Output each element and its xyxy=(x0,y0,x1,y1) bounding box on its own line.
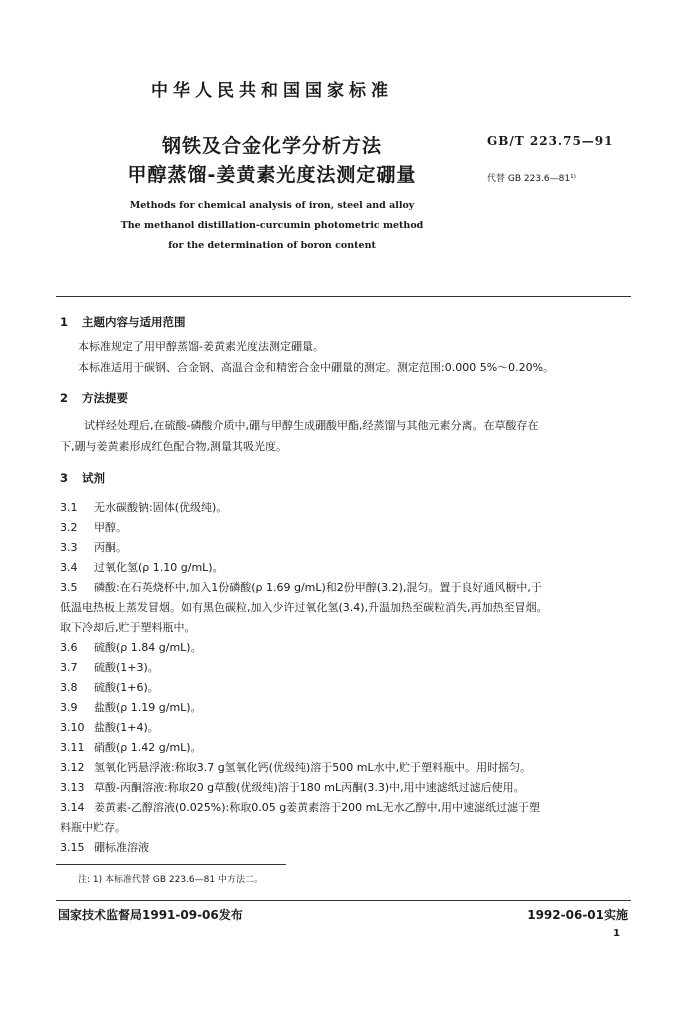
section-title: 试剂 xyxy=(82,471,105,485)
english-title-line-2: The methanol distillation-curcumin photometric method xyxy=(120,220,424,231)
reagent-item: 3.12 氢氧化钙悬浮液:称取3.7 g氢氧化钙(优级纯)溶于500 mL水中,贮于塑料瓶中。用时摇匀。 xyxy=(60,761,532,774)
section-title: 方法提要 xyxy=(82,391,128,405)
reagent-item: 3.1 无水碳酸钠:固体(优级纯)。 xyxy=(60,501,228,514)
reagent-item: 3.5 磷酸:在石英烧杯中,加入1份磷酸(ρ 1.69 g/mL)和2份甲醇(3.2),混匀。置于良好通风橱中,于 xyxy=(60,581,542,594)
section-heading xyxy=(60,314,186,330)
reagent-item: 3.7 硫酸(1+3)。 xyxy=(60,661,159,674)
section-number: 3 xyxy=(60,471,69,485)
reagent-item: 3.4 过氧化氢(ρ 1.10 g/mL)。 xyxy=(60,561,224,574)
effective-date: 1992-06-01实施 xyxy=(527,908,628,922)
page-number: 1 xyxy=(613,928,620,939)
reagent-item: 3.13 草酸-丙酮溶液:称取20 g草酸(优级纯)溶于180 mL丙酮(3.3)中,用中速滤纸过滤后使用。 xyxy=(60,781,525,794)
footnote: 注: 1) 本标准代替 GB 223.6—81 中方法二。 xyxy=(78,875,263,885)
reagent-item: 3.10 盐酸(1+4)。 xyxy=(60,721,159,734)
issue-date: 国家技术监督局1991-09-06发布 xyxy=(58,908,243,922)
national-standard-heading: 中华人民共和国国家标准 xyxy=(151,81,393,101)
section-title: 主题内容与适用范围 xyxy=(82,315,186,329)
reagent-item: 3.11 硝酸(ρ 1.42 g/mL)。 xyxy=(60,741,202,754)
reagent-item: 3.2 甲醇。 xyxy=(60,521,127,534)
reagent-item: 3.6 硫酸(ρ 1.84 g/mL)。 xyxy=(60,641,202,654)
reagent-item-continuation: 取下冷却后,贮于塑料瓶中。 xyxy=(60,621,196,634)
reagent-item-continuation: 低温电热板上蒸发冒烟。如有黑色碳粒,加入少许过氧化氢(3.4),升温加热至碳粒消失,再加热至冒烟。 xyxy=(60,601,548,614)
footer-divider xyxy=(56,900,631,901)
reagent-item: 3.15 硼标准溶液 xyxy=(60,841,149,854)
paragraph: 本标准规定了用甲醇蒸馏-姜黄素光度法测定硼量。 xyxy=(78,340,324,353)
standard-number: GB/T 223.75—91 xyxy=(487,134,614,148)
document-title-line-2: 甲醇蒸馏-姜黄素光度法测定硼量 xyxy=(127,164,417,186)
reagent-item: 3.9 盐酸(ρ 1.19 g/mL)。 xyxy=(60,701,202,714)
reagent-item: 3.3 丙酮。 xyxy=(60,541,127,554)
paragraph: 下,硼与姜黄素形成红色配合物,测量其吸光度。 xyxy=(60,440,287,453)
section-number: 2 xyxy=(60,391,69,405)
replaces-note: 代替 GB 223.6—81¹⁾ xyxy=(487,174,576,184)
paragraph: 本标准适用于碳钢、合金钢、高温合金和精密合金中硼量的测定。测定范围:0.000 5%～0.20%。 xyxy=(78,361,555,374)
reagent-item-continuation: 料瓶中贮存。 xyxy=(60,821,126,834)
section-number: 1 xyxy=(60,315,69,329)
footnote-divider xyxy=(56,864,286,865)
english-title-line-3: for the determination of boron content xyxy=(168,240,376,251)
section-heading xyxy=(60,390,128,406)
section-heading xyxy=(60,470,105,486)
paragraph: 试样经处理后,在硫酸-磷酸介质中,硼与甲醇生成硼酸甲酯,经蒸馏与其他元素分离。在草酸存在 xyxy=(84,419,539,432)
english-title-line-1: Methods for chemical analysis of iron, steel and alloy xyxy=(129,200,415,211)
reagent-item: 3.14 姜黄素-乙醇溶液(0.025%):称取0.05 g姜黄素溶于200 mL无水乙醇中,用中速滤纸过滤于塑 xyxy=(60,801,541,814)
reagent-item: 3.8 硫酸(1+6)。 xyxy=(60,681,159,694)
document-title-line-1: 钢铁及合金化学分析方法 xyxy=(161,135,382,157)
header-divider xyxy=(56,296,631,297)
